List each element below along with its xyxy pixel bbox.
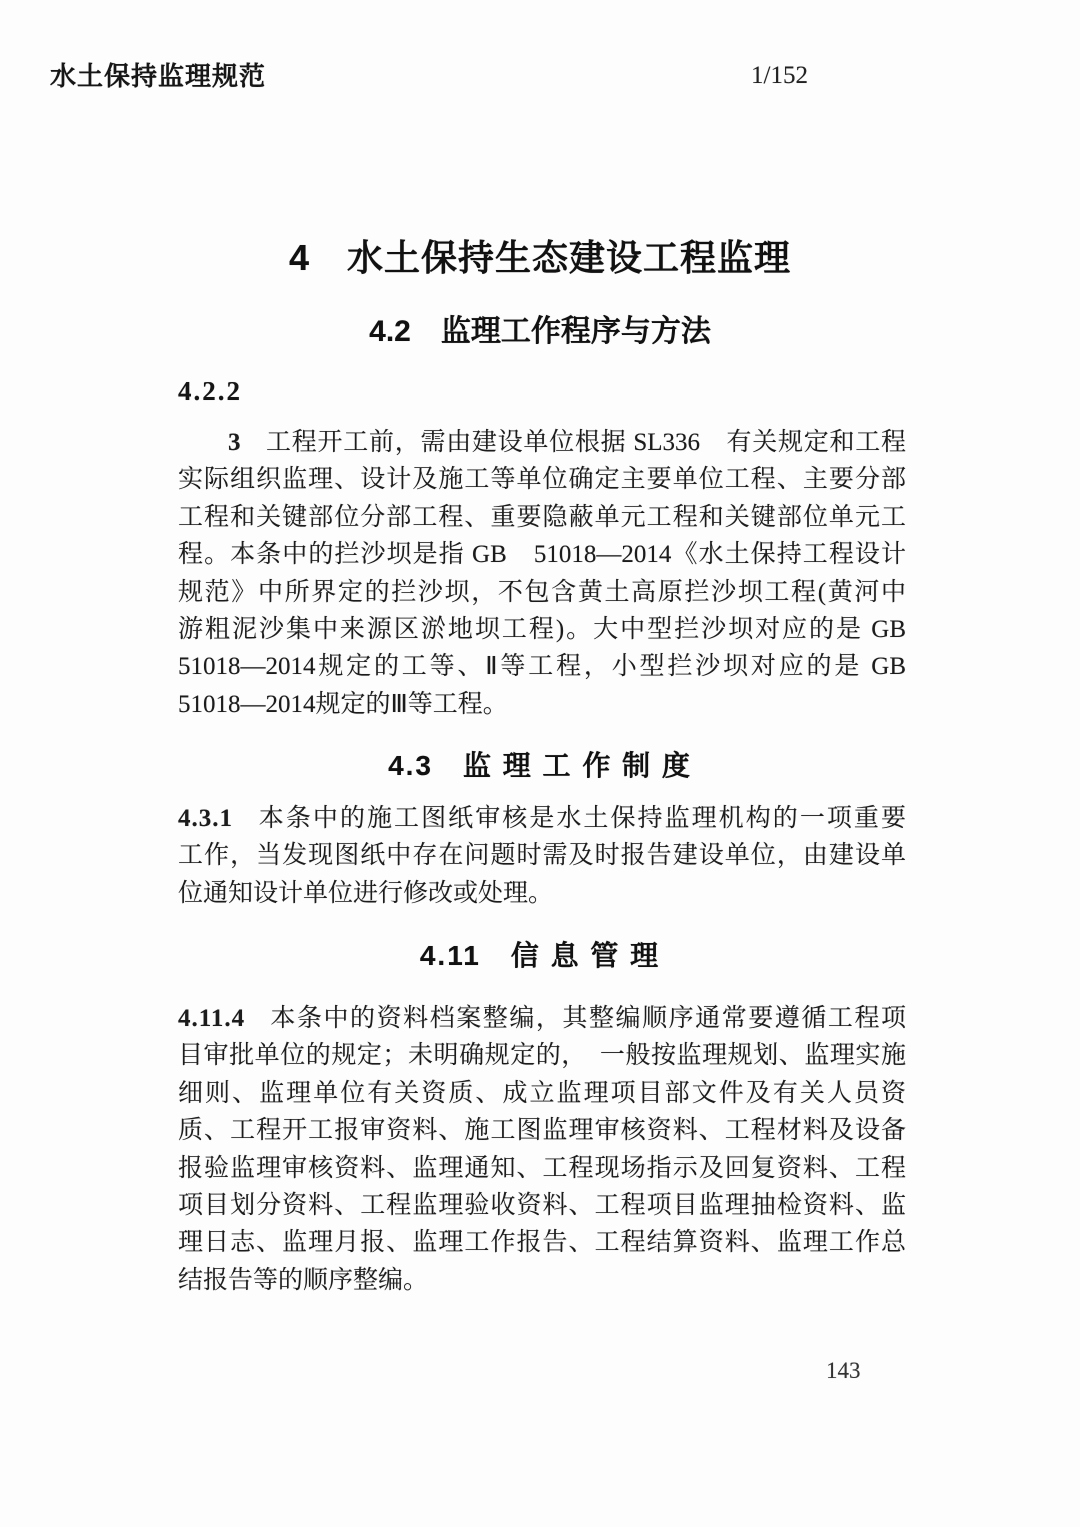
- text-line: 工程和关键部位分部工程、重要隐蔽单元工程和关键部位单元工: [178, 503, 906, 531]
- text-line-content: 本条中的施工图纸审核是水土保持监理机构的一项重要: [256, 805, 906, 832]
- text-line-content: 本条中的资料档案整编，其整编顺序通常要遵循工程项: [268, 1005, 906, 1032]
- text-line: 规范》中所界定的拦沙坝，不包含黄土高原拦沙坝工程(黄河中: [178, 578, 906, 606]
- text-line: 目审批单位的规定；未明确规定的， 一般按监理规划、监理实施: [178, 1042, 906, 1070]
- text-line: [178, 424, 906, 461]
- paragraph-continuation: [178, 1037, 906, 1299]
- text-line: 理日志、监理月报、监理工作报告、工程结算资料、监理工作总: [178, 1229, 906, 1257]
- text-line: 51018—2014规定的Ⅲ等工程。: [178, 690, 508, 718]
- clause-number: 4.11.4: [178, 1005, 246, 1032]
- text-line: 项目划分资料、工程监理验收资料、工程项目监理抽检资料、监: [178, 1192, 906, 1220]
- page-number: 143: [826, 1358, 861, 1383]
- section-heading-4-11: 4.11 信 息 管 理: [419, 940, 661, 971]
- text-line: 程。本条中的拦沙坝是指 GB 51018—2014《水土保持工程设计: [178, 541, 906, 569]
- chapter-heading: 4 水土保持生态建设工程监理: [288, 237, 792, 278]
- text-line: 结报告等的顺序整编。: [178, 1266, 429, 1294]
- text-line: 实际组织监理、设计及施工等单位确定主要单位工程、主要分部: [178, 466, 906, 494]
- text-line: 游粗泥沙集中来源区淤地坝工程)。大中型拦沙坝对应的是 GB: [178, 616, 906, 644]
- item-number: 3: [228, 429, 242, 456]
- section-heading-4-2: 4.2 监理工作程序与方法: [369, 315, 711, 348]
- text-line: 细则、监理单位有关资质、成立监理项目部文件及有关人员资: [178, 1079, 906, 1107]
- paragraph-4-11-4: [178, 1000, 906, 1299]
- paragraph-4-3-1: [178, 800, 906, 912]
- text-line-content: 工程开工前，需由建设单位根据 SL336 有关规定和工程: [265, 429, 906, 456]
- text-line: 工作，当发现图纸中存在问题时需及时报告建设单位，由建设单: [178, 842, 906, 870]
- clause-number: 4.3.1: [178, 805, 233, 832]
- text-line: 51018—2014规定的工等、Ⅱ等工程，小型拦沙坝对应的是 GB: [178, 653, 906, 681]
- header-page-indicator: 1/152: [751, 62, 808, 89]
- text-line: 位通知设计单位进行修改或处理。: [178, 879, 554, 907]
- paragraph-continuation: [178, 461, 906, 723]
- text-line: 报验监理审核资料、监理通知、工程现场指示及回复资料、工程: [178, 1154, 906, 1182]
- header-doc-title: 水土保持监理规范: [50, 61, 267, 91]
- clause-number-4-2-2: 4.2.2: [178, 376, 242, 406]
- paragraph-4-2-2-item-3: [178, 424, 906, 723]
- text-line: [178, 1000, 906, 1037]
- paragraph-continuation: [178, 837, 906, 912]
- section-heading-4-3: 4.3 监 理 工 作 制 度: [388, 750, 692, 781]
- text-line: [178, 800, 906, 837]
- text-line: 质、工程开工报审资料、施工图监理审核资料、工程材料及设备: [178, 1117, 906, 1145]
